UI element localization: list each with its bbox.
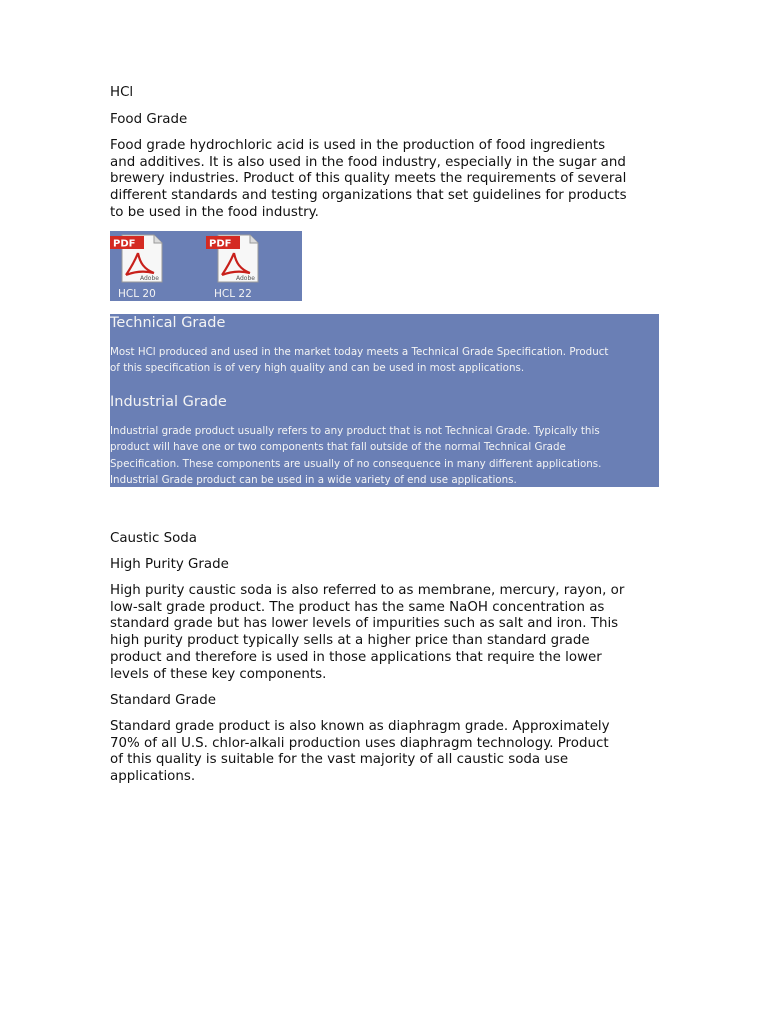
- section-title-hcl: HCl: [110, 85, 134, 100]
- pdf-adobe-icon: [206, 233, 264, 283]
- pdf-adobe-icon: [110, 233, 168, 283]
- section-title-caustic-soda: Caustic Soda: [110, 531, 198, 546]
- heading-industrial-grade: Industrial Grade: [110, 394, 227, 410]
- svg-text:Adobe: Adobe: [140, 275, 159, 282]
- divider: [110, 302, 302, 314]
- heading-technical-grade: Technical Grade: [110, 315, 226, 331]
- grades-panel: [110, 314, 659, 487]
- pdf-label-hcl-22: HCL 22: [214, 288, 252, 300]
- heading-high-purity-grade: High Purity Grade: [110, 557, 229, 572]
- industrial-grade-paragraph: Industrial grade product usually refers to any product that is not Technical Grade. Typically this product will have one or two components that fall outside of the normal Technical Grade Specification. These components are usually of no consequence in many different applications. Industrial Grade product can be used in a wide variety of end use applications.: [110, 425, 602, 486]
- pdf-link-hcl-20[interactable]: [110, 231, 190, 301]
- standard-grade-paragraph: Standard grade product is also known as diaphragm grade. Approximately 70% of all U.S. chlor-alkali production uses diaphragm technology. Product of this quality is suitable for the vast majority of all caustic soda use applications.: [110, 719, 610, 785]
- heading-standard-grade: Standard Grade: [110, 693, 217, 708]
- pdf-downloads-panel: [110, 231, 302, 301]
- svg-text:PDF: PDF: [113, 238, 136, 250]
- svg-text:Adobe: Adobe: [236, 275, 255, 282]
- high-purity-paragraph: High purity caustic soda is also referred to as membrane, mercury, rayon, or low-salt grade product. The product has the same NaOH concentration as standard grade but has lower levels of impurities such as salt and iron. This high purity product typically sells at a higher price than standard grade product and therefore is used in those applications that require the lower levels of these key components.: [110, 583, 625, 682]
- technical-grade-paragraph: Most HCl produced and used in the market today meets a Technical Grade Specification. Product of this specification is of very high quality and can be used in most applications.: [110, 346, 609, 375]
- pdf-label-hcl-20: HCL 20: [118, 288, 156, 300]
- pdf-link-hcl-22[interactable]: [206, 231, 286, 301]
- food-grade-paragraph: Food grade hydrochloric acid is used in the production of food ingredients and additives. It is also used in the food industry, especially in the sugar and brewery industries. Product of this quality meets the requirements of several different standards and testing organizations that set guidelines for products to be used in the food industry.: [110, 138, 627, 220]
- svg-text:PDF: PDF: [209, 238, 232, 250]
- heading-food-grade: Food Grade: [110, 112, 188, 127]
